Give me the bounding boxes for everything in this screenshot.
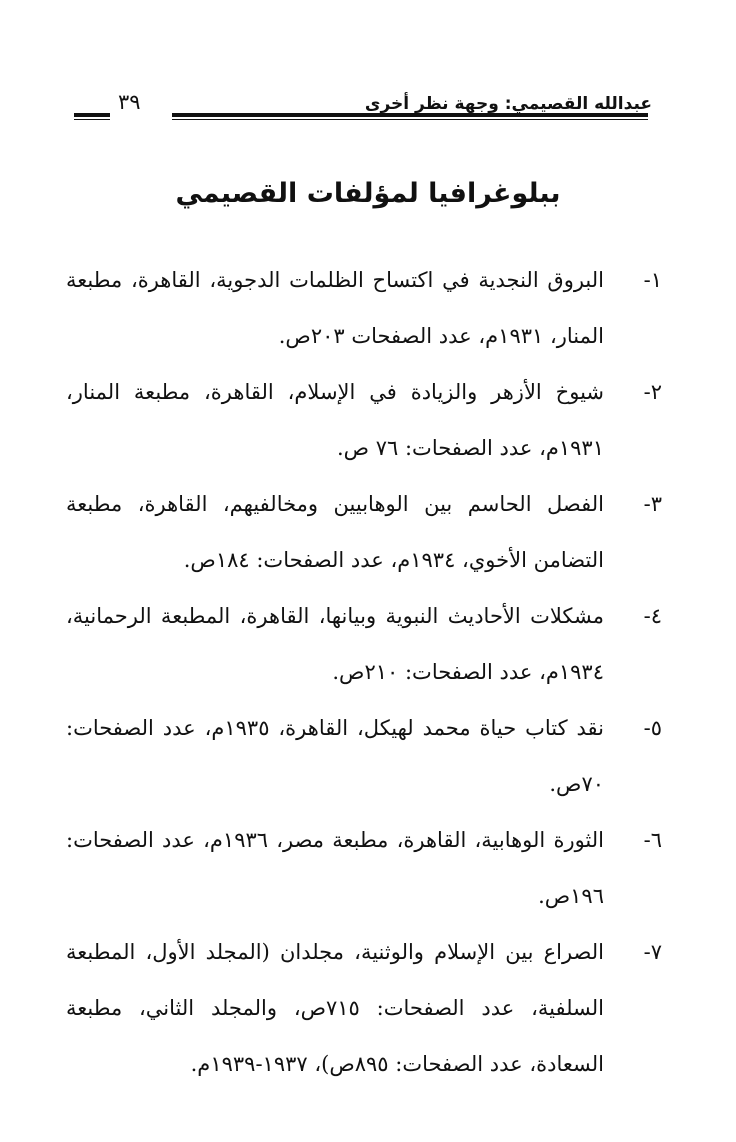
list-item <box>66 812 662 924</box>
item-text: البروق النجدية في اكتساح الظلمات الدجوية، القاهرة، مطبعة المنار، ١٩٣١م، عدد الصفحات ٢٠٣ص. <box>66 268 604 348</box>
item-text: الصراع بين الإسلام والوثنية، مجلدان (المجلد الأول، المطبعة السلفية، عدد الصفحات: ٧١٥ص، والمجلد الثاني، مطبعة السعادة، عدد الصفحات: ٨٩٥ص)، ١٩٣٧-١٩٣٩م. <box>66 940 604 1076</box>
section-heading: ببلوغرافيا لمؤلفات القصيمي <box>175 178 561 209</box>
item-number: ٥- <box>643 716 662 740</box>
item-text: شيوخ الأزهر والزيادة في الإسلام، القاهرة، مطبعة المنار، ١٩٣١م، عدد الصفحات: ٧٦ ص. <box>66 380 604 460</box>
item-number: ٦- <box>643 828 662 852</box>
header-rule <box>172 113 648 120</box>
header-rule-short <box>74 113 110 120</box>
list-item <box>66 364 662 476</box>
running-title: عبدالله القصيمي: وجهة نظر أخرى <box>364 94 652 114</box>
item-text: الفصل الحاسم بين الوهابيين ومخالفيهم، القاهرة، مطبعة التضامن الأخوي، ١٩٣٤م، عدد الصفحات: ١٨٤ص. <box>66 492 604 572</box>
page-number: ٣٩ <box>118 90 141 114</box>
bibliography-list <box>66 252 662 1092</box>
list-item <box>66 700 662 812</box>
item-text: الثورة الوهابية، القاهرة، مطبعة مصر، ١٩٣٦م، عدد الصفحات: ١٩٦ص. <box>66 828 605 908</box>
item-number: ١- <box>643 268 662 292</box>
item-number: ٢- <box>643 380 662 404</box>
page-header <box>0 88 736 128</box>
list-item <box>66 252 662 364</box>
item-number: ٤- <box>643 604 662 628</box>
item-number: ٣- <box>643 492 662 516</box>
list-item <box>66 476 662 588</box>
item-text: نقد كتاب حياة محمد لهيكل، القاهرة، ١٩٣٥م، عدد الصفحات: ٧٠ص. <box>66 716 605 796</box>
list-item <box>66 924 662 1092</box>
item-number: ٧- <box>643 940 662 964</box>
list-item <box>66 588 662 700</box>
item-text: مشكلات الأحاديث النبوية وبيانها، القاهرة، المطبعة الرحمانية، ١٩٣٤م، عدد الصفحات: ٢١٠ص. <box>66 604 604 684</box>
